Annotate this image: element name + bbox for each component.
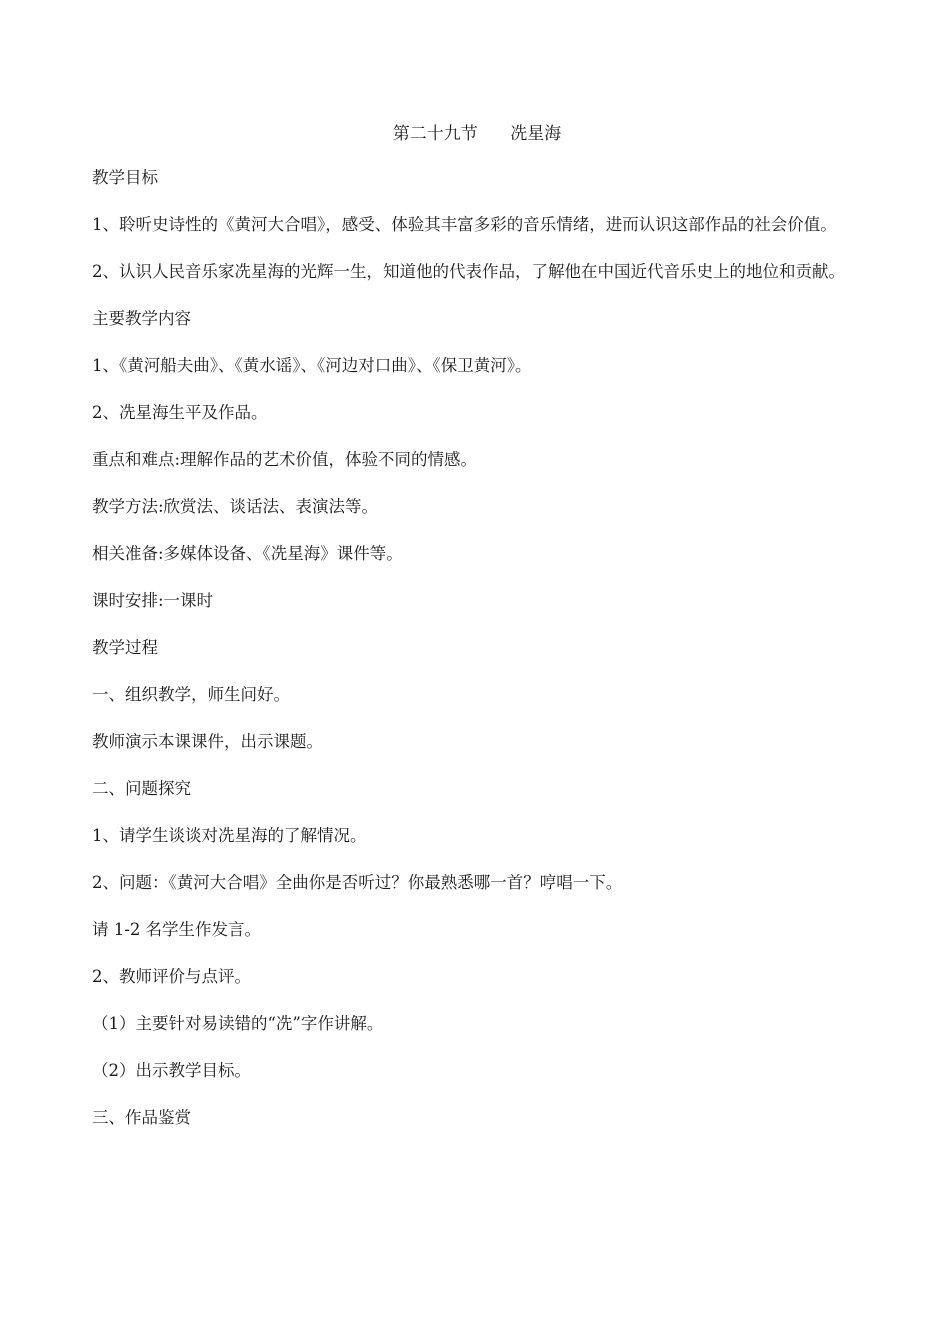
process-step-2-note: 请 1-2 名学生作发言。 [92,920,262,939]
process-step-2-item-2: 2、问题：《黄河大合唱》全曲你是否听过？你最熟悉哪一首？哼唱一下。 [92,873,623,892]
section-heading-process: 教学过程 [92,638,158,657]
process-step-2-item-3: 2、教师评价与点评。 [92,967,251,986]
process-step-1: 一、组织教学，师生问好。 [92,685,290,704]
schedule: 课时安排:一课时 [92,591,214,610]
teaching-methods: 教学方法:欣赏法、谈话法、表演法等。 [92,497,379,516]
process-step-2-item-1: 1、请学生谈谈对冼星海的了解情况。 [92,826,367,845]
content-item-2: 2、冼星海生平及作品。 [92,403,268,422]
key-points: 重点和难点:理解作品的艺术价值，体验不同的情感。 [92,450,478,469]
process-step-1-detail: 教师演示本课课件，出示课题。 [92,732,323,751]
process-step-2-sub-2: （2）出示教学目标。 [92,1061,251,1080]
document-page [92,120,862,1153]
preparation: 相关准备:多媒体设备、《冼星海》课件等。 [92,544,403,563]
content-item-1: 1、《黄河船夫曲》、《黄水谣》、《河边对口曲》、《保卫黄河》。 [92,356,532,375]
section-heading-content: 主要教学内容 [92,309,191,328]
process-step-3: 三、作品鉴赏 [92,1108,191,1127]
process-step-2: 二、问题探究 [92,779,191,798]
document-title: 第二十九节 冼星海 [392,124,562,144]
process-step-2-sub-1: （1）主要针对易读错的“冼”字作讲解。 [92,1014,384,1033]
objective-item-1: 1、聆听史诗性的《黄河大合唱》，感受、体验其丰富多彩的音乐情绪，进而认识这部作品的社会价值。 [92,215,837,234]
section-heading-objectives: 教学目标 [92,168,158,187]
objective-item-2: 2、认识人民音乐家冼星海的光辉一生，知道他的代表作品，了解他在中国近代音乐史上的地位和贡献。 [92,262,845,281]
